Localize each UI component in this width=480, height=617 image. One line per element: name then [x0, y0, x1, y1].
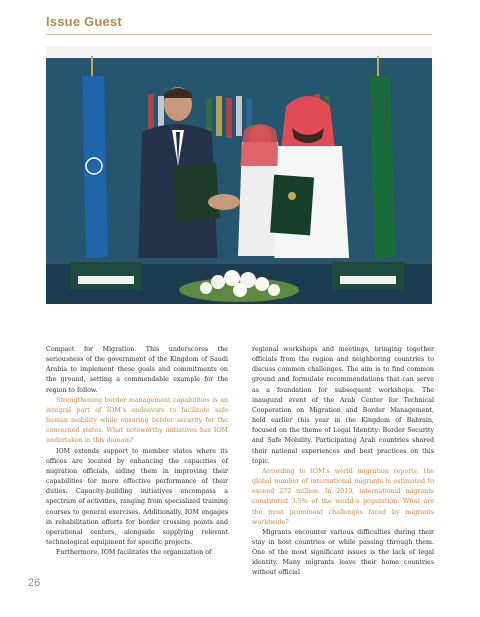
header-divider: [46, 34, 432, 35]
paragraph: Furthermore, IOM facilitates the organization of: [56, 549, 212, 557]
right-text-column: [252, 345, 434, 579]
signing-ceremony-photo: [46, 46, 432, 304]
section-title: Issue Guest: [46, 14, 122, 29]
left-text-column: [46, 345, 228, 558]
page-number: 26: [28, 577, 41, 589]
paragraph: IOM extends support to member states where its offices are located by enhancing the capacities of migration officials, aiding them in improving their capabilities for more effective performance of their duties. Capacity-building initiatives encompass a spectrum of activities, ranging from specialized training courses to general exercises. Additionally, IOM engages in rehabilitation efforts for border crossing points and operational centers, alongside supplying relevant technological equipment for specific projects.: [46, 447, 228, 546]
paragraph: Compact for Migration. This underscores the seriousness of the government of the Kingdom of Saudi Arabia to implement these goals and commitments on the ground, setting a commendable example for the region to follow.: [46, 346, 228, 394]
interview-question: Strengthening border management capabilities is an integral part of IOM’s endeavors to facilitate safe human mobility while ensuring border security for the concerned states. What noteworthy initiatives has IOM undertaken in this domain?: [46, 396, 228, 445]
paragraph: Migrants encounter various difficulties during their stay in host countries or while passing through them. One of the most significant issues is the lack of legal identity. Many migrants leave their home countries without official: [252, 528, 434, 577]
paragraph: regional workshops and meetings, bringing together officials from the region and neighboring countries to discuss common challenges. The aim is to find common ground and formulate recommendations that can serve as a foundation for subsequent workshops. The inaugural event of the Arab Center for Technical Cooperation on Migration and Border Management, held earlier this year in the Kingdom of Bahrain, focused on the theme of Legal Identity: Border Security and Safe Mobility. Participating Arab countries shared their national experiences and best practices on this topic.: [252, 346, 434, 465]
interview-question: According to IOM’s world migration reports, the global number of international migrants is estimated to exceed 272 million. In 2019, international migrants constituted 3.5% of the world›s population. What are the most prominent challenges faced by migrants worldwide?: [252, 467, 434, 526]
